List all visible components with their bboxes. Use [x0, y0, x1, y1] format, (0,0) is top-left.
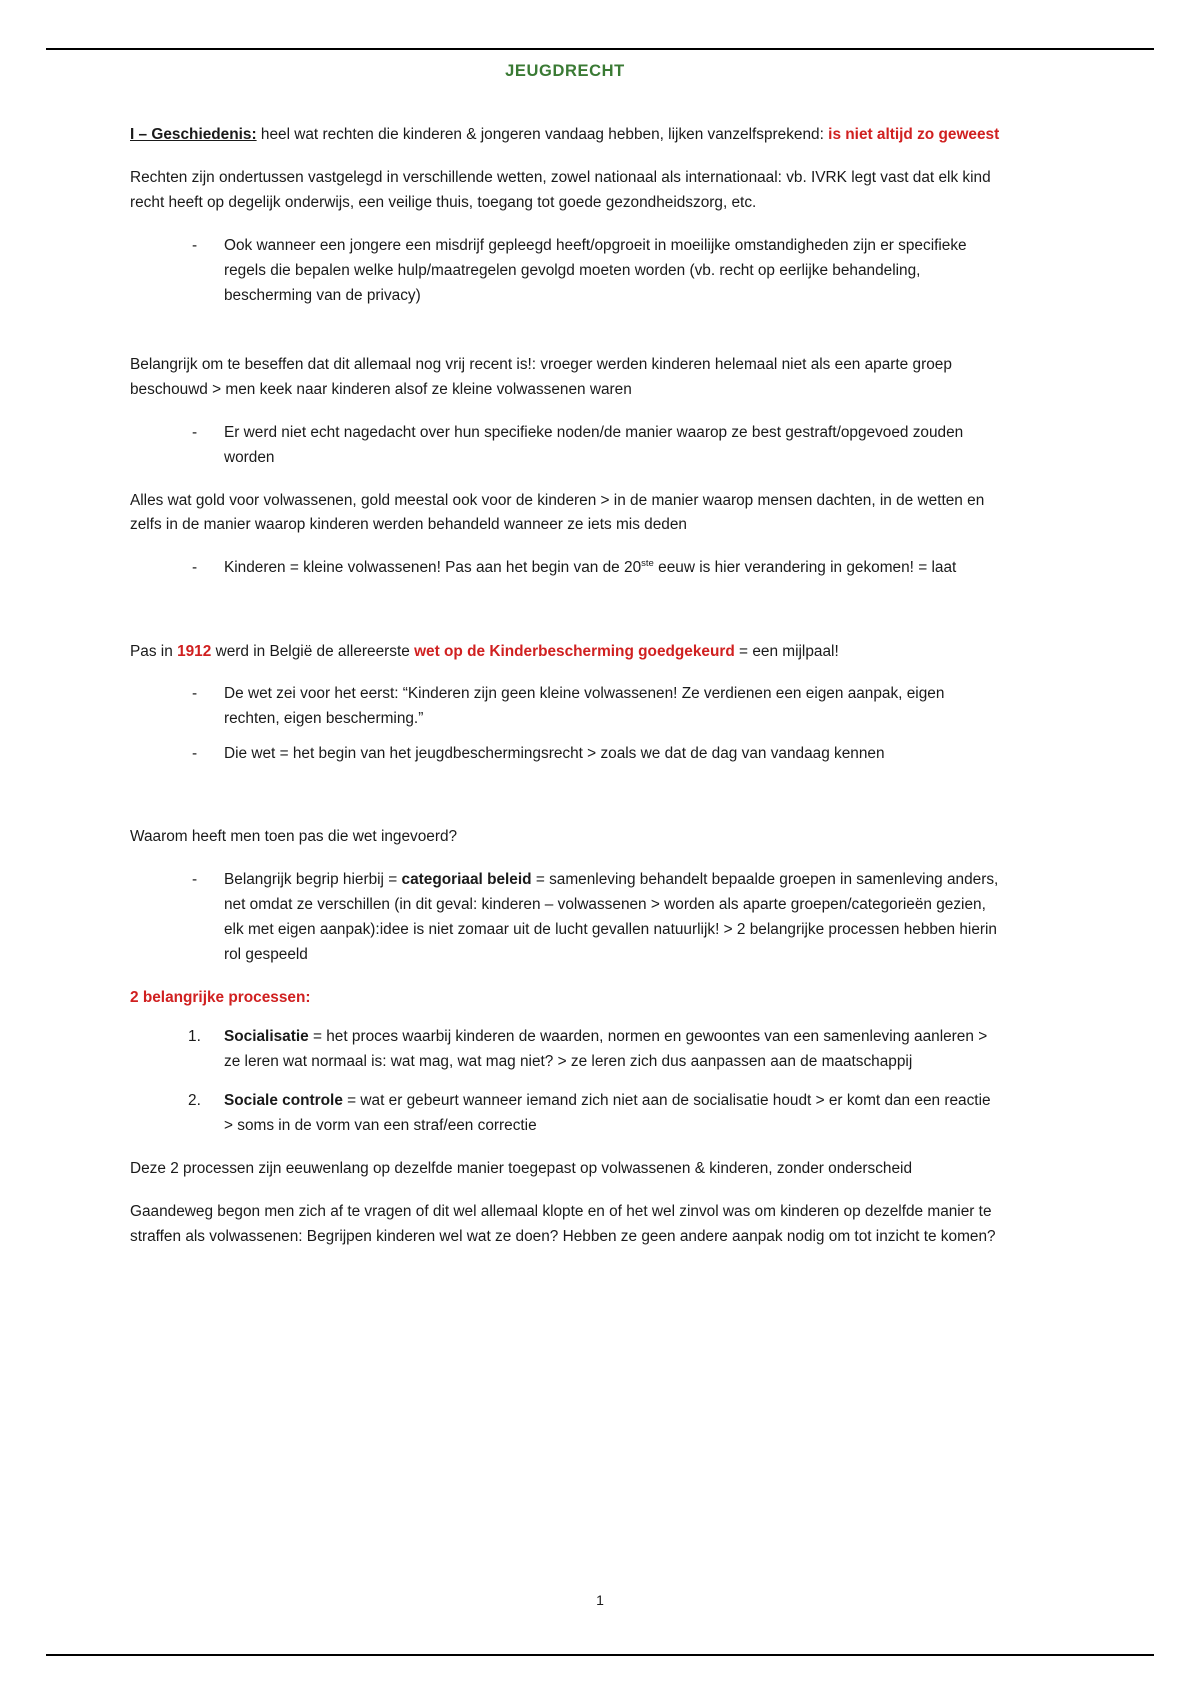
document-body	[130, 62, 1000, 1268]
spacer	[130, 600, 1000, 626]
footer-rule	[46, 1654, 1154, 1656]
heading-processen: 2 belangrijke processen:	[130, 989, 311, 1007]
spacer	[130, 811, 1000, 825]
paragraph-rechten: Rechten zijn ondertussen vastgelegd in verschillende wetten, zowel nationaal als internationaal: vb. IVRK legt vast dat elk kind recht heeft op degelijk onderwijs, een veilige thuis, toegang tot goede gezondheidszorg, etc.	[130, 168, 991, 211]
text-pre: Kinderen = kleine volwassenen! Pas aan het begin van de 20	[224, 559, 642, 577]
text-post: = wat er gebeurt wanneer iemand zich niet aan de socialisatie houdt > er komt dan een reactie > soms in de vorm van een straf/een correctie	[224, 1091, 991, 1134]
list-item	[162, 556, 1000, 581]
text-post: eeuw is hier verandering in gekomen! = laat	[653, 559, 957, 577]
paragraph-belangrijk: Belangrijk om te beseffen dat dit allemaal nog vrij recent is!: vroeger werden kinderen helemaal niet als een aparte groep beschouwd > men keek naar kinderen alsof ze kleine volwassenen waren	[130, 355, 952, 398]
page-number: 1	[596, 1592, 604, 1608]
term-sociale-controle: Sociale controle	[224, 1091, 343, 1109]
list-nagedacht	[130, 421, 1000, 471]
page-title: JEUGDRECHT	[505, 62, 625, 80]
list-misdrijf	[130, 234, 1000, 309]
paragraph-deze-2-processen: Deze 2 processen zijn eeuwenlang op dezelfde manier toegepast op volwassenen & kinderen, zonder onderscheid	[130, 1159, 913, 1177]
section-label-geschiedenis: I – Geschiedenis:	[130, 126, 257, 143]
year-1912: 1912	[177, 642, 212, 660]
list-categoriaal	[130, 868, 1000, 968]
term-socialisatie: Socialisatie	[224, 1028, 309, 1046]
paragraph-alles: Alles wat gold voor volwassenen, gold meestal ook voor de kinderen > in de manier waarop mensen dachten, in de wetten en zelfs in de manier waarop kinderen werden behandeld wanneer ze iets mis deden	[130, 491, 985, 534]
list-item	[162, 868, 1000, 968]
paragraph-1912	[130, 640, 1000, 665]
list-wet	[130, 682, 1000, 767]
text-pre: Pas in	[130, 642, 178, 660]
list-item: - Ook wanneer een jongere een misdrijf gepleegd heeft/opgroeit in moeilijke omstandigheden zijn er specifieke regels die bepalen welke hulp/maatregelen gevolgd moeten worden (vb. recht op eerlijke behandeling, bescherming van de privacy)	[162, 234, 1000, 309]
text-post: = een mijlpaal!	[734, 642, 839, 660]
list-kleine-volwassenen	[130, 556, 1000, 581]
intro-text: heel wat rechten die kinderen & jongeren vandaag hebben, lijken vanzelfsprekend:	[256, 126, 829, 143]
text-pre: Belangrijk begrip hierbij =	[224, 871, 402, 889]
term-categoriaal-beleid: categoriaal beleid	[401, 871, 532, 889]
list-item	[162, 1089, 1000, 1139]
list-item	[162, 1025, 1000, 1075]
list-item: - Die wet = het begin van het jeugdbeschermingsrecht > zoals we dat de dag van vandaag kennen	[162, 742, 1000, 767]
spacer	[130, 785, 1000, 811]
intro-emphasis: is niet altijd zo geweest	[828, 126, 1000, 143]
ordinal-suffix: ste	[641, 558, 654, 570]
spacer	[130, 626, 1000, 640]
list-processen	[130, 1025, 1000, 1139]
text-post: = samenleving behandelt bepaalde groepen in samenleving anders, net omdat ze verschillen (in dit geval: kinderen – volwassenen > worden als aparte groepen/categorieën gezien, elk met eigen aanpak):idee is niet zomaar uit de lucht gevallen natuurlijk! > 2 belangrijke processen hebben hierin rol gespeeld	[224, 871, 999, 964]
paragraph-waarom: Waarom heeft men toen pas die wet ingevoerd?	[130, 828, 458, 846]
header-rule	[46, 48, 1154, 50]
paragraph-intro	[130, 123, 1000, 148]
spacer	[130, 327, 1000, 353]
list-item: - Er werd niet echt nagedacht over hun specifieke noden/de manier waarop ze best gestraft/opgevoed zouden worden	[162, 421, 1000, 471]
paragraph-gaandeweg: Gaandeweg begon men zich af te vragen of dit wel allemaal klopte en of het wel zinvol was om kinderen op dezelfde manier te straffen als volwassenen: Begrijpen kinderen wel wat ze doen? Hebben ze geen andere aanpak nodig om tot inzicht te komen?	[130, 1202, 996, 1245]
text-post: = het proces waarbij kinderen de waarden, normen en gewoontes van een samenleving aanleren > ze leren wat normaal is: wat mag, wat mag niet? > ze leren zich dus aanpassen aan de maatschappij	[224, 1028, 988, 1070]
list-item: - De wet zei voor het eerst: “Kinderen zijn geen kleine volwassenen! Ze verdienen een eigen aanpak, eigen rechten, eigen bescherming.”	[162, 682, 1000, 732]
text-mid: werd in België de allereerste	[211, 642, 415, 660]
wet-kinderbescherming: wet op de Kinderbescherming goedgekeurd	[414, 642, 735, 660]
